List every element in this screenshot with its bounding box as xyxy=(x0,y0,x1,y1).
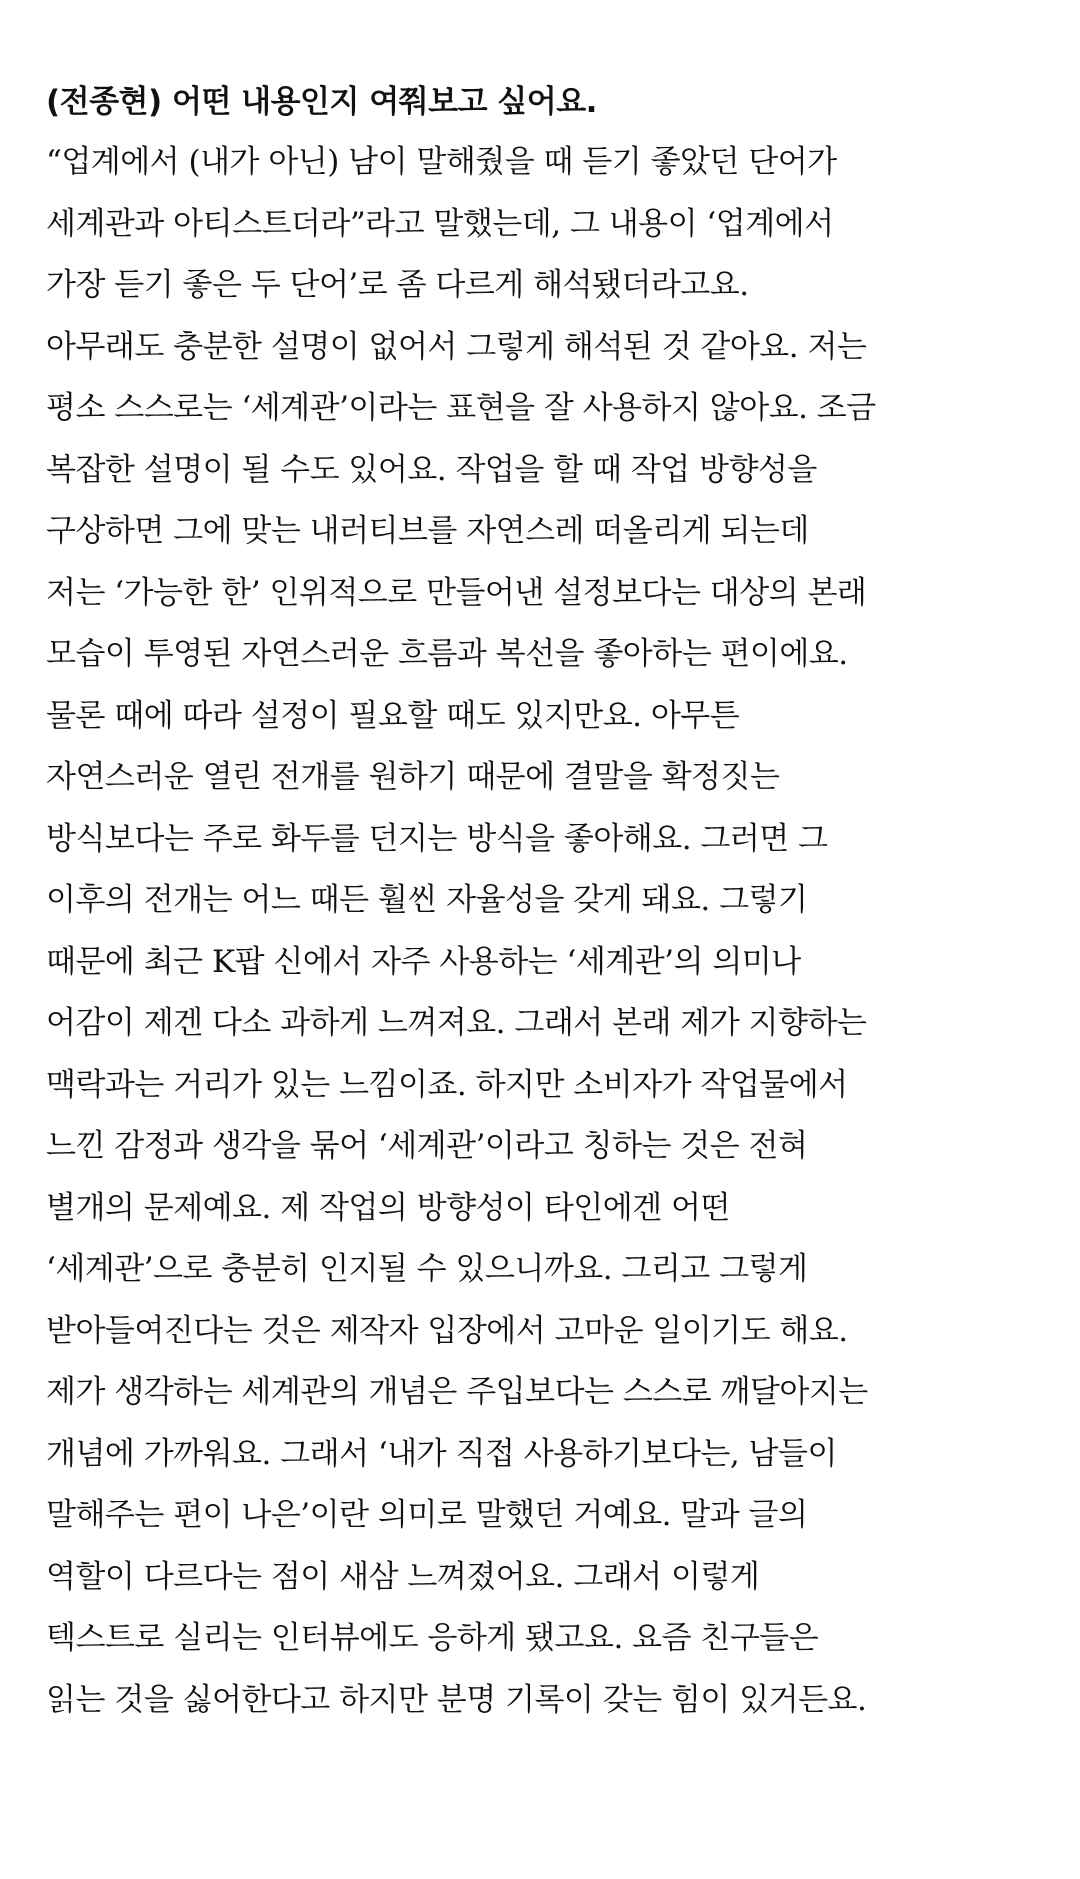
answer-line: 구상하면 그에 맞는 내러티브를 자연스레 떠올리게 되는데 xyxy=(46,513,809,549)
answer-line: 어감이 제겐 다소 과하게 느껴져요. 그래서 본래 제가 지향하는 xyxy=(46,1005,867,1041)
answer-line: “업계에서 (내가 아닌) 남이 말해줬을 때 듣기 좋았던 단어가 xyxy=(46,144,837,180)
answer-line: 세계관과 아티스트더라”라고 말했는데, 그 내용이 ‘업계에서 xyxy=(46,205,834,242)
answer-line: 저는 ‘가능한 한’ 인위적으로 만들어낸 설정보다는 대상의 본래 xyxy=(46,574,867,611)
answer-line: 가장 듣기 좋은 두 단어’로 좀 다르게 해석됐더라고요. xyxy=(46,267,749,303)
interview-article xyxy=(46,72,1046,1731)
answer-line: 제가 생각하는 세계관의 개념은 주입보다는 스스로 깨달아지는 xyxy=(46,1374,868,1410)
answer-line: 맥락과는 거리가 있는 느낌이죠. 하지만 소비자가 작업물에서 xyxy=(46,1066,848,1103)
interview-question: (전종현) 어떤 내용인지 여쭤보고 싶어요. xyxy=(46,84,597,120)
answer-line: 모습이 투영된 자연스러운 흐름과 복선을 좋아하는 편이에요. xyxy=(46,636,848,672)
answer-line: 복잡한 설명이 될 수도 있어요. 작업을 할 때 작업 방향성을 xyxy=(46,451,817,488)
answer-line: 별개의 문제예요. 제 작업의 방향성이 타인에겐 어떤 xyxy=(46,1189,730,1226)
answer-line: 이후의 전개는 어느 때든 훨씬 자율성을 갖게 돼요. 그렇기 xyxy=(46,882,808,918)
answer-line: 방식보다는 주로 화두를 던지는 방식을 좋아해요. 그러면 그 xyxy=(46,820,828,857)
answer-line: 역할이 다르다는 점이 새삼 느껴졌어요. 그래서 이렇게 xyxy=(46,1558,760,1595)
interview-answer xyxy=(46,132,1046,1731)
answer-line: 자연스러운 열린 전개를 원하기 때문에 결말을 확정짓는 xyxy=(46,759,780,795)
answer-line: 받아들여진다는 것은 제작자 입장에서 고마운 일이기도 해요. xyxy=(46,1312,848,1349)
answer-line: 물론 때에 따라 설정이 필요할 때도 있지만요. 아무튼 xyxy=(46,697,740,734)
answer-line: 느낀 감정과 생각을 묶어 ‘세계관’이라고 칭하는 것은 전혀 xyxy=(46,1128,808,1164)
answer-line: 개념에 가까워요. 그래서 ‘내가 직접 사용하기보다는, 남들이 xyxy=(46,1435,837,1472)
answer-line: 때문에 최근 K팝 신에서 자주 사용하는 ‘세계관’의 의미나 xyxy=(46,943,801,980)
answer-line: 아무래도 충분한 설명이 없어서 그렇게 해석된 것 같아요. 저는 xyxy=(46,328,867,365)
answer-line: ‘세계관’으로 충분히 인지될 수 있으니까요. 그리고 그렇게 xyxy=(46,1251,808,1287)
answer-line: 텍스트로 실리는 인터뷰에도 응하게 됐고요. 요즘 친구들은 xyxy=(46,1620,819,1656)
answer-line: 평소 스스로는 ‘세계관’이라는 표현을 잘 사용하지 않아요. 조금 xyxy=(46,390,876,426)
answer-line: 읽는 것을 싫어한다고 하지만 분명 기록이 갖는 힘이 있거든요. xyxy=(46,1681,867,1718)
answer-line: 말해주는 편이 나은’이란 의미로 말했던 거예요. 말과 글의 xyxy=(46,1497,808,1533)
